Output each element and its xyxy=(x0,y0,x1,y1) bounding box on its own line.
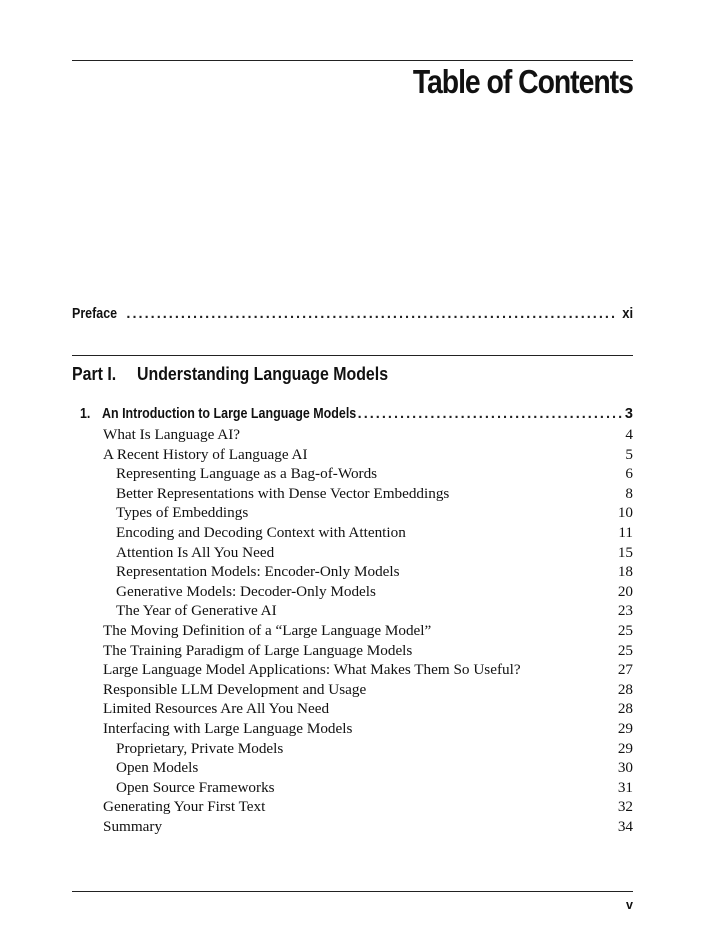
page-title: Table of Contents xyxy=(412,63,633,100)
toc-entry[interactable] xyxy=(0,523,721,543)
toc-entry-page: 25 xyxy=(617,621,633,639)
toc-entry[interactable] xyxy=(0,739,721,759)
toc-entry[interactable] xyxy=(0,582,721,602)
toc-entry-title: Large Language Model Applications: What Makes Them So Useful? xyxy=(103,661,521,679)
toc-entry[interactable] xyxy=(0,680,721,700)
chapter-number: 1. xyxy=(80,406,91,422)
toc-entry[interactable] xyxy=(0,445,721,465)
chapter-title: An Introduction to Large Language Models xyxy=(102,406,357,422)
toc-entry[interactable] xyxy=(0,562,721,582)
toc-entry[interactable] xyxy=(0,797,721,817)
toc-entry-list xyxy=(0,425,721,836)
toc-entry-page: 25 xyxy=(617,641,633,659)
toc-entry-page: 4 xyxy=(625,426,633,443)
toc-entry[interactable] xyxy=(0,484,721,504)
toc-entry-title: Attention Is All You Need xyxy=(116,543,275,561)
toc-entry-title: Generating Your First Text xyxy=(103,798,266,816)
part-number: Part I. xyxy=(72,363,117,384)
toc-entry[interactable] xyxy=(0,699,721,719)
toc-entry-title: A Recent History of Language AI xyxy=(103,445,308,463)
toc-entry-page: 11 xyxy=(618,523,633,541)
toc-entry-page: 6 xyxy=(625,465,633,483)
toc-entry-title: Open Models xyxy=(116,759,199,777)
toc-entry-title: The Moving Definition of a “Large Language Model” xyxy=(103,621,432,639)
toc-entry-page: 28 xyxy=(617,700,633,718)
toc-entry-page: 18 xyxy=(617,563,633,581)
toc-entry-page: 27 xyxy=(617,661,633,679)
toc-entry-title: Representation Models: Encoder-Only Models xyxy=(116,563,400,581)
toc-entry-title: Generative Models: Decoder-Only Models xyxy=(116,582,376,600)
part-rule xyxy=(72,355,633,356)
toc-entry[interactable] xyxy=(0,503,721,523)
toc-entry[interactable] xyxy=(0,464,721,484)
toc-entry-page: 8 xyxy=(625,484,633,502)
toc-entry[interactable] xyxy=(0,641,721,661)
page-number: v xyxy=(626,898,633,912)
toc-entry-title: Limited Resources Are All You Need xyxy=(103,700,330,718)
toc-entry-page: 23 xyxy=(617,602,633,620)
toc-entry[interactable] xyxy=(0,660,721,680)
toc-entry[interactable] xyxy=(0,719,721,739)
toc-entry-title: Better Representations with Dense Vector Embeddings xyxy=(116,484,450,502)
toc-entry[interactable] xyxy=(0,621,721,641)
preface-page: xi xyxy=(622,306,633,322)
toc-entry-title: Types of Embeddings xyxy=(116,504,249,522)
toc-entry-title: Interfacing with Large Language Models xyxy=(103,719,353,737)
dot-leader xyxy=(358,403,622,425)
toc-entry[interactable] xyxy=(0,758,721,778)
toc-entry-page: 32 xyxy=(617,798,633,816)
toc-entry-page: 30 xyxy=(617,759,633,777)
toc-entry-page: 31 xyxy=(617,778,633,796)
toc-entry-title: The Training Paradigm of Large Language Models xyxy=(103,641,413,659)
toc-entry-page: 29 xyxy=(617,739,633,757)
toc-entry[interactable] xyxy=(0,817,721,837)
toc-entry-title: Proprietary, Private Models xyxy=(116,739,284,757)
toc-entry-page: 34 xyxy=(617,817,633,835)
toc-entry[interactable] xyxy=(0,425,721,445)
toc-entry-title: Encoding and Decoding Context with Attention xyxy=(116,523,406,541)
toc-entry-page: 29 xyxy=(617,719,633,737)
toc-entry-title: Representing Language as a Bag-of-Words xyxy=(116,465,378,483)
toc-entry-page: 15 xyxy=(617,543,633,561)
toc-entry-page: 20 xyxy=(617,582,633,600)
toc-entry-page: 28 xyxy=(617,680,633,698)
preface-entry[interactable] xyxy=(72,303,633,325)
toc-entry-title: What Is Language AI? xyxy=(103,426,241,443)
toc-entry-page: 10 xyxy=(617,504,633,522)
chapter-page: 3 xyxy=(624,406,633,422)
toc-entry-title: Open Source Frameworks xyxy=(116,778,275,796)
dot-leader xyxy=(126,303,618,325)
toc-entry[interactable] xyxy=(0,543,721,563)
chapter-entry[interactable] xyxy=(80,403,633,425)
bottom-rule xyxy=(72,891,633,892)
toc-entry[interactable] xyxy=(0,778,721,798)
preface-label: Preface xyxy=(72,306,118,322)
toc-entry-title: Responsible LLM Development and Usage xyxy=(103,680,367,698)
part-title: Understanding Language Models xyxy=(137,363,389,384)
toc-entry-title: Summary xyxy=(103,817,163,835)
toc-entry-page: 5 xyxy=(625,445,633,463)
toc-entry-title: The Year of Generative AI xyxy=(116,602,277,620)
part-heading xyxy=(72,361,429,387)
toc-entry[interactable] xyxy=(0,601,721,621)
